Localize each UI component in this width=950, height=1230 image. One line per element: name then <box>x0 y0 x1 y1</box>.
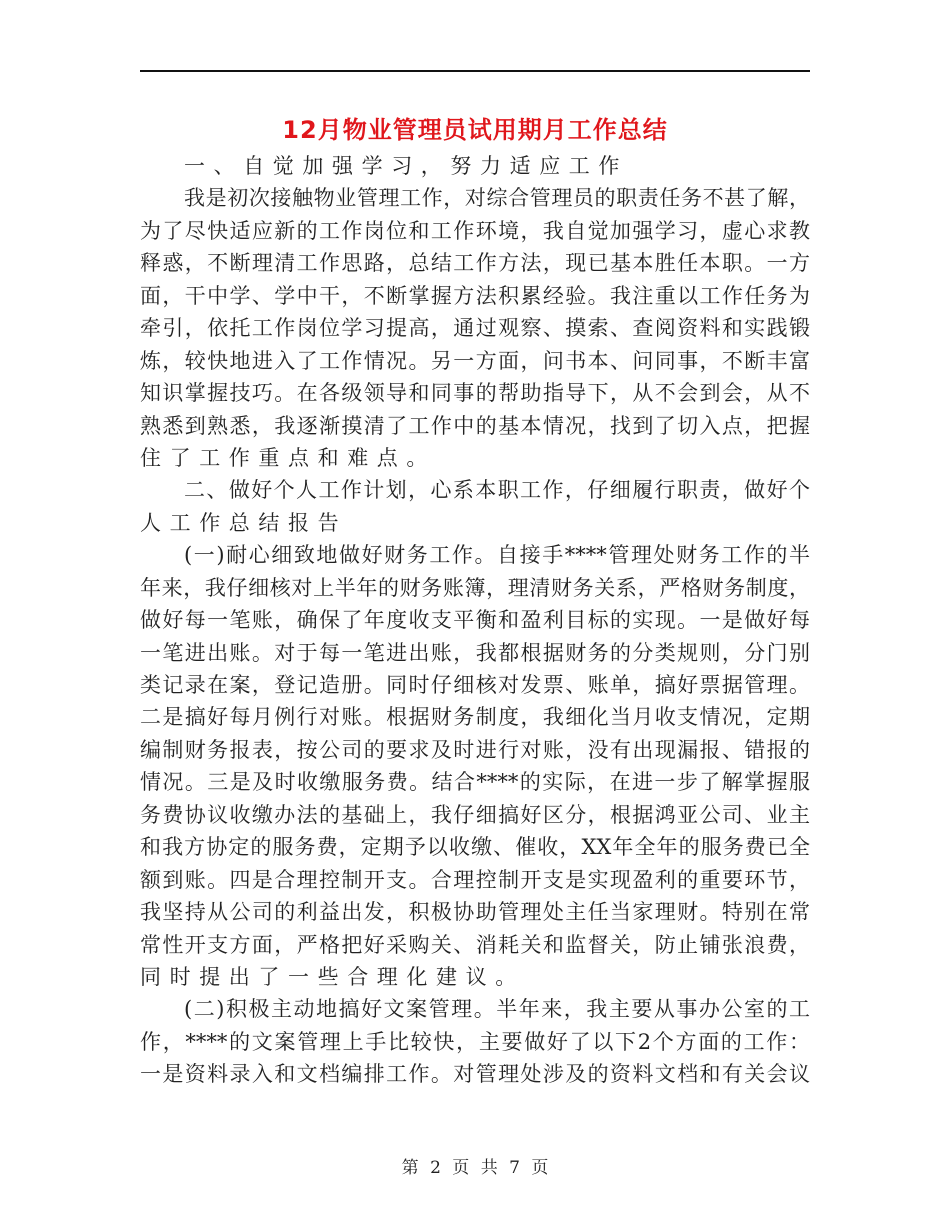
page-footer: 第 2 页 共 7 页 <box>401 1158 549 1178</box>
text-line: (一)耐心细致地做好财务工作。自接手****管理处财务工作的半 <box>184 543 810 568</box>
text-line: 牵引，依托工作岗位学习提高，通过观察、摸索、查阅资料和实践锻 <box>140 316 810 341</box>
text-line: 务费协议收缴办法的基础上，我仔细搞好区分，根据鸿亚公司、业主 <box>140 802 810 827</box>
text-line: 编制财务报表，按公司的要求及时进行对账，没有出现漏报、错报的 <box>140 737 810 762</box>
text-line: 同时提出了一些合理化建议。 <box>140 964 525 989</box>
text-line: 情况。三是及时收缴服务费。结合****的实际，在进一步了解掌握服 <box>140 770 810 795</box>
text-line: 常性开支方面，严格把好采购关、消耗关和监督关，防止铺张浪费， <box>140 932 810 957</box>
text-line: 类记录在案，登记造册。同时仔细核对发票、账单，搞好票据管理。 <box>140 673 810 697</box>
text-line: (二)积极主动地搞好文案管理。半年来，我主要从事办公室的工 <box>184 997 810 1022</box>
text-line: 释惑，不断理清工作思路，总结工作方法，现已基本胜任本职。一方 <box>140 251 810 276</box>
text-line: 一笔进出账。对于每一笔进出账，我都根据财务的分类规则，分门别 <box>140 640 810 665</box>
text-line: 住了工作重点和难点。 <box>140 445 436 470</box>
text-line: 二、做好个人工作计划，心系本职工作，仔细履行职责，做好个 <box>184 478 810 503</box>
text-line: 一是资料录入和文档编排工作。对管理处涉及的资料文档和有关会议 <box>140 1062 810 1087</box>
text-line: 面，干中学、学中干，不断掌握方法积累经验。我注重以工作任务为 <box>140 283 810 308</box>
text-line: 我是初次接触物业管理工作，对综合管理员的职责任务不甚了解， <box>184 186 810 211</box>
text-line: 人工作总结报告 <box>140 510 348 535</box>
text-line: 做好每一笔账，确保了年度收支平衡和盈利目标的实现。一是做好每 <box>140 608 810 633</box>
text-line: 炼，较快地进入了工作情况。另一方面，问书本、问同事，不断丰富 <box>140 348 810 373</box>
text-line: 一、自觉加强学习，努力适应工作 <box>184 154 628 178</box>
text-line: 为了尽快适应新的工作岗位和工作环境，我自觉加强学习，虚心求教 <box>140 218 810 243</box>
document-title: 12月物业管理员试用期月工作总结 <box>282 116 668 144</box>
text-line: 我坚持从公司的利益出发，积极协助管理处主任当家理财。特别在常 <box>140 900 810 925</box>
text-line: 二是搞好每月例行对账。根据财务制度，我细化当月收支情况，定期 <box>140 705 810 730</box>
header-rule <box>140 70 810 72</box>
text-line: 额到账。四是合理控制开支。合理控制开支是实现盈利的重要环节， <box>140 867 810 892</box>
document-body <box>140 150 810 1091</box>
text-line: 知识掌握技巧。在各级领导和同事的帮助指导下，从不会到会，从不 <box>140 381 810 406</box>
text-line: 年来，我仔细核对上半年的财务账簿，理清财务关系，严格财务制度， <box>140 575 810 600</box>
text-line: 作，****的文案管理上手比较快，主要做好了以下2个方面的工作： <box>140 1029 810 1054</box>
text-line: 熟悉到熟悉，我逐渐摸清了工作中的基本情况，找到了切入点，把握 <box>140 413 810 438</box>
text-line: 和我方协定的服务费，定期予以收缴、催收，XX年全年的服务费已全 <box>140 835 810 860</box>
